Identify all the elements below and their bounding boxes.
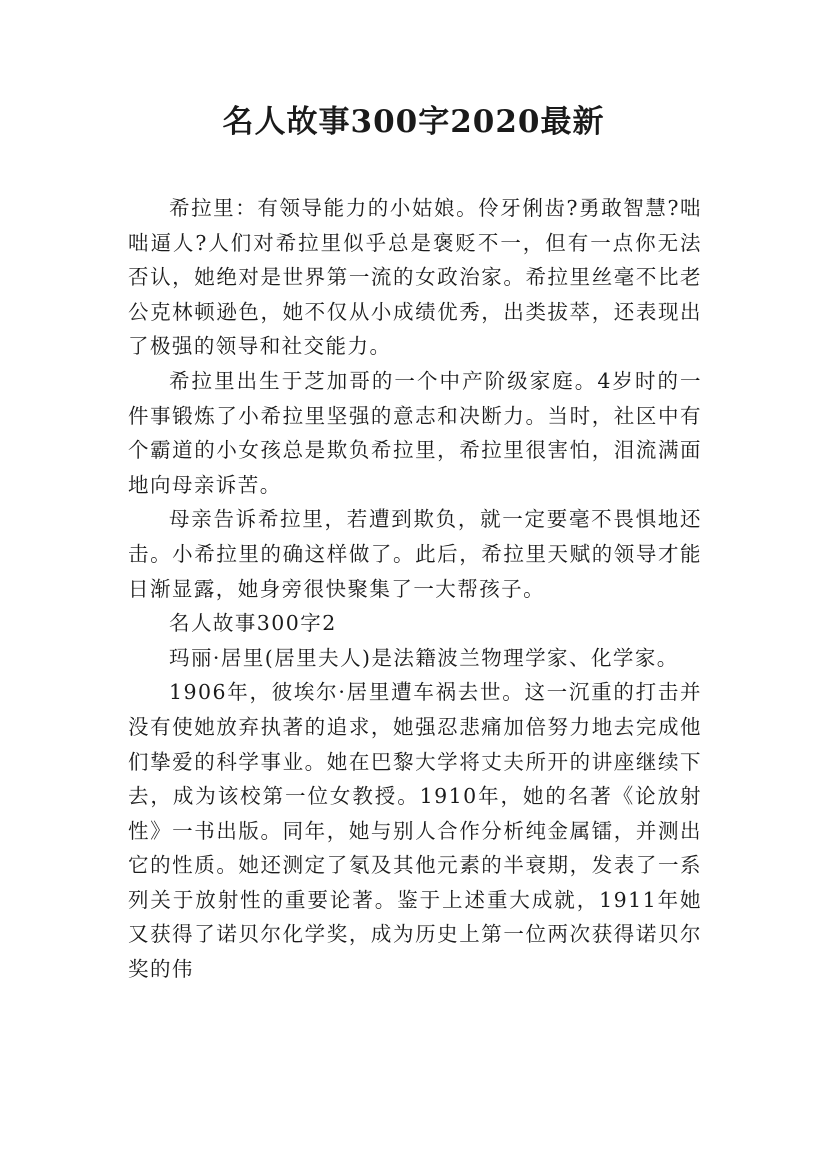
- paragraph-hillary-intro: 希拉里：有领导能力的小姑娘。伶牙俐齿?勇敢智慧?咄咄逼人?人们对希拉里似乎总是褒贬不一，但有一点你无法否认，她绝对是世界第一流的女政治家。希拉里丝毫不比老公克林顿逊色，她不仅从小成绩优秀，出类拔萃，还表现出了极强的领导和社交能力。: [128, 196, 702, 359]
- paragraph-hillary-mother: 母亲告诉希拉里，若遭到欺负，就一定要毫不畏惧地还击。小希拉里的确这样做了。此后，希拉里天赋的领导才能日渐显露，她身旁很快聚集了一大帮孩子。: [128, 507, 702, 601]
- document-body: [128, 191, 702, 987]
- paragraph-curie-career: 1906年，彼埃尔·居里遭车祸去世。这一沉重的打击并没有使她放弃执著的追求，她强忍悲痛加倍努力地去完成他们挚爱的科学事业。她在巴黎大学将丈夫所开的讲座继续下去，成为该校第一位女教授。1910年，她的名著《论放射性》一书出版。同年，她与别人合作分析纯金属镭，并测出它的性质。她还测定了氡及其他元素的半衰期，发表了一系列关于放射性的重要论著。鉴于上述重大成就，1911年她又获得了诺贝尔化学奖，成为历史上第一位两次获得诺贝尔奖的伟: [128, 680, 702, 982]
- section-heading-story-2: 名人故事300字2: [169, 611, 337, 636]
- paragraph-curie-intro: 玛丽·居里(居里夫人)是法籍波兰物理学家、化学家。: [169, 645, 679, 670]
- paragraph-hillary-childhood: 希拉里出生于芝加哥的一个中产阶级家庭。4岁时的一件事锻炼了小希拉里坚强的意志和决断力。当时，社区中有个霸道的小女孩总是欺负希拉里，希拉里很害怕，泪流满面地向母亲诉苦。: [128, 368, 702, 497]
- document-title: 名人故事300字2020最新: [222, 104, 605, 140]
